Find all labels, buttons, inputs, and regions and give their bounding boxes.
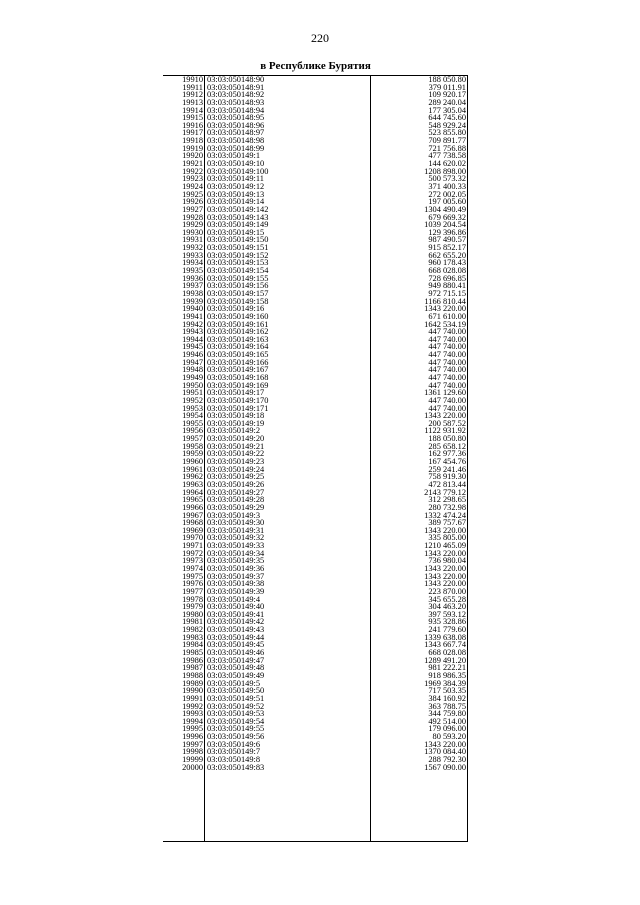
cadastral-number-cell: 03:03:050149:46 — [207, 648, 265, 658]
row-number-cell: 19940 — [182, 304, 203, 314]
cadastral-value-cell: 335 805.00 — [428, 533, 466, 543]
row-number-cell: 19958 — [182, 441, 203, 451]
row-number-cell: 19920 — [182, 151, 203, 161]
row-number-cell: 19943 — [182, 327, 203, 337]
cadastral-number-cell: 03:03:050149:168 — [207, 372, 269, 382]
row-number-cell: 19962 — [182, 472, 203, 482]
cadastral-value-cell: 1343 220.00 — [424, 304, 466, 314]
cadastral-value-cell: 1567 090.00 — [424, 762, 466, 772]
cadastral-value-cell: 1969 384.39 — [424, 678, 466, 688]
cadastral-number-cell: 03:03:050149:47 — [207, 655, 265, 665]
cadastral-number-cell: 03:03:050149:1 — [207, 151, 261, 161]
row-number-cell: 19966 — [182, 502, 203, 512]
row-number-cell: 19917 — [182, 128, 203, 138]
cadastral-value-cell: 1039 204.54 — [424, 220, 466, 230]
row-number-cell: 19944 — [182, 334, 203, 344]
cadastral-number-cell: 03:03:050148:94 — [207, 105, 265, 115]
cadastral-value-cell: 2143 779.12 — [424, 487, 466, 497]
cadastral-number-cell: 03:03:050148:99 — [207, 143, 265, 153]
row-number-cell: 19951 — [182, 388, 203, 398]
row-number-cell: 19935 — [182, 266, 203, 276]
row-number-cell: 19947 — [182, 357, 203, 367]
cadastral-value-cell: 1343 220.00 — [424, 525, 466, 535]
cadastral-number-cell: 03:03:050149:27 — [207, 487, 265, 497]
cadastral-value-cell: 960 178.43 — [428, 258, 466, 268]
cadastral-value-cell: 644 745.60 — [428, 113, 466, 123]
cadastral-value-cell: 447 740.00 — [428, 327, 466, 337]
cadastral-value-cell: 197 005.60 — [428, 197, 466, 207]
row-number-cell: 19981 — [182, 617, 203, 627]
cadastral-number-cell: 03:03:050149:49 — [207, 670, 265, 680]
row-number-cell: 20000 — [182, 762, 203, 772]
cadastral-value-cell: 918 986.35 — [428, 670, 466, 680]
table-rows — [163, 76, 468, 771]
row-number-cell: 19991 — [182, 693, 203, 703]
cadastral-value-cell: 447 740.00 — [428, 395, 466, 405]
cadastral-value-cell: 167 454.76 — [428, 457, 466, 467]
row-number-cell: 19968 — [182, 518, 203, 528]
row-number-cell: 19931 — [182, 235, 203, 245]
cadastral-number-cell: 03:03:050149:35 — [207, 556, 265, 566]
cadastral-value-cell: 384 160.92 — [428, 693, 466, 703]
row-number-cell: 19979 — [182, 602, 203, 612]
row-number-cell: 19977 — [182, 586, 203, 596]
cadastral-value-cell: 668 028.08 — [428, 266, 466, 276]
cadastral-number-cell: 03:03:050149:150 — [207, 235, 269, 245]
cadastral-value-cell: 447 740.00 — [428, 372, 466, 382]
row-number-cell: 19984 — [182, 640, 203, 650]
row-number-cell: 19949 — [182, 372, 203, 382]
row-number-cell: 19916 — [182, 120, 203, 130]
row-number-cell: 19995 — [182, 724, 203, 734]
cadastral-number-cell: 03:03:050149:21 — [207, 441, 265, 451]
cadastral-value-cell: 371 400.33 — [428, 181, 466, 191]
cadastral-number-cell: 03:03:050148:90 — [207, 75, 265, 84]
cadastral-value-cell: 477 738.58 — [428, 151, 466, 161]
row-number-cell: 19911 — [182, 82, 203, 92]
table-row — [163, 764, 468, 772]
cadastral-value-cell: 1122 931.92 — [424, 426, 466, 436]
cadastral-value-cell: 1210 465.09 — [424, 541, 466, 551]
cadastral-number-cell: 03:03:050149:54 — [207, 716, 265, 726]
row-number-cell: 19939 — [182, 296, 203, 306]
cadastral-value-cell: 259 241.46 — [428, 464, 466, 474]
cadastral-number-cell: 03:03:050149:11 — [207, 174, 264, 184]
cadastral-number-cell: 03:03:050149:155 — [207, 273, 269, 283]
cadastral-value-cell: 949 880.41 — [428, 281, 466, 291]
cadastral-number-cell: 03:03:050149:12 — [207, 181, 265, 191]
cadastral-value-cell: 972 715.15 — [428, 288, 466, 298]
cadastral-value-cell: 1343 220.00 — [424, 739, 466, 749]
cadastral-value-cell: 915 852.17 — [428, 243, 466, 253]
cadastral-value-cell: 736 980.04 — [428, 556, 466, 566]
cadastral-value-cell: 679 669.32 — [428, 212, 466, 222]
row-number-cell: 19918 — [182, 136, 203, 146]
cadastral-number-cell: 03:03:050149:30 — [207, 518, 265, 528]
cadastral-value-cell: 379 011.91 — [428, 82, 466, 92]
row-number-cell: 19982 — [182, 625, 203, 635]
cadastral-value-cell: 671 610.00 — [428, 311, 466, 321]
page-number: 220 — [311, 31, 329, 45]
row-number-cell: 19978 — [182, 594, 203, 604]
cadastral-number-cell: 03:03:050149:42 — [207, 617, 265, 627]
cadastral-value-cell: 363 788.75 — [428, 701, 466, 711]
cadastral-value-cell: 717 503.35 — [428, 686, 466, 696]
cadastral-number-cell: 03:03:050149:171 — [207, 403, 269, 413]
cadastral-value-cell: 1343 220.00 — [424, 548, 466, 558]
cadastral-value-cell: 389 757.67 — [428, 518, 466, 528]
cadastral-number-cell: 03:03:050149:20 — [207, 434, 265, 444]
row-number-cell: 19950 — [182, 380, 203, 390]
row-number-cell: 19983 — [182, 632, 203, 642]
row-number-cell: 19957 — [182, 434, 203, 444]
cadastral-value-cell: 162 977.36 — [428, 449, 466, 459]
row-number-cell: 19938 — [182, 288, 203, 298]
cadastral-value-cell: 721 756.88 — [428, 143, 466, 153]
cadastral-value-cell: 709 891.77 — [428, 136, 466, 146]
cadastral-number-cell: 03:03:050149:160 — [207, 311, 269, 321]
row-number-cell: 19990 — [182, 686, 203, 696]
row-number-cell: 19970 — [182, 533, 203, 543]
cadastral-number-cell: 03:03:050149:14 — [207, 197, 265, 207]
cadastral-number-cell: 03:03:050149:5 — [207, 678, 261, 688]
cadastral-number-cell: 03:03:050149:37 — [207, 571, 265, 581]
cadastral-value-cell: 280 732.98 — [428, 502, 466, 512]
row-number-cell: 19987 — [182, 663, 203, 673]
cadastral-number-cell: 03:03:050149:143 — [207, 212, 269, 222]
row-number-cell: 19952 — [182, 395, 203, 405]
row-number-cell: 19922 — [182, 166, 203, 176]
cadastral-value-cell: 200 587.52 — [428, 418, 466, 428]
row-number-cell: 19985 — [182, 648, 203, 658]
cadastral-value-cell: 472 813.44 — [428, 479, 466, 489]
row-number-cell: 19946 — [182, 350, 203, 360]
row-number-cell: 19959 — [182, 449, 203, 459]
cadastral-number-cell: 03:03:050148:97 — [207, 128, 265, 138]
cadastral-value-cell: 1343 667.74 — [424, 640, 466, 650]
cadastral-value-cell: 109 920.17 — [428, 90, 466, 100]
cadastral-number-cell: 03:03:050149:161 — [207, 319, 269, 329]
cadastral-value-cell: 492 514.00 — [428, 716, 466, 726]
cadastral-value-cell: 728 696.85 — [428, 273, 466, 283]
cadastral-number-cell: 03:03:050149:26 — [207, 479, 265, 489]
cadastral-value-cell: 288 792.30 — [428, 755, 466, 765]
row-number-cell: 19996 — [182, 732, 203, 742]
row-number-cell: 19941 — [182, 311, 203, 321]
row-number-cell: 19963 — [182, 479, 203, 489]
cadastral-value-cell: 1343 220.00 — [424, 411, 466, 421]
row-number-cell: 19932 — [182, 243, 203, 253]
cadastral-value-cell: 987 490.57 — [428, 235, 466, 245]
cadastral-number-cell: 03:03:050149:162 — [207, 327, 269, 337]
cadastral-number-cell: 03:03:050149:55 — [207, 724, 265, 734]
row-number-cell: 19955 — [182, 418, 203, 428]
cadastral-number-cell: 03:03:050149:8 — [207, 755, 261, 765]
cadastral-number-cell: 03:03:050149:34 — [207, 548, 265, 558]
row-number-cell: 19914 — [182, 105, 203, 115]
cadastral-number-cell: 03:03:050149:24 — [207, 464, 265, 474]
row-number-cell: 19971 — [182, 541, 203, 551]
cadastral-number-cell: 03:03:050148:96 — [207, 120, 265, 130]
cadastral-number-cell: 03:03:050149:156 — [207, 281, 269, 291]
row-number-cell: 19975 — [182, 571, 203, 581]
cadastral-value-cell: 223 870.00 — [428, 586, 466, 596]
row-number-cell: 19923 — [182, 174, 203, 184]
row-number-cell: 19925 — [182, 189, 203, 199]
cadastral-value-cell: 188 050.80 — [428, 434, 466, 444]
row-number-cell: 19992 — [182, 701, 203, 711]
cadastral-number-cell: 03:03:050149:165 — [207, 350, 269, 360]
row-number-cell: 19919 — [182, 143, 203, 153]
cadastral-value-cell: 1166 810.44 — [424, 296, 466, 306]
row-number-cell: 19960 — [182, 457, 203, 467]
cadastral-value-cell: 188 050.80 — [428, 75, 466, 84]
cadastral-number-cell: 03:03:050149:170 — [207, 395, 269, 405]
cadastral-value-cell: 447 740.00 — [428, 357, 466, 367]
row-number-cell: 19953 — [182, 403, 203, 413]
row-number-cell: 19936 — [182, 273, 203, 283]
row-number-cell: 19934 — [182, 258, 203, 268]
cadastral-value-cell: 1289 491.20 — [424, 655, 466, 665]
cadastral-value-cell: 1370 084.40 — [424, 747, 466, 757]
cadastral-number-cell: 03:03:050149:2 — [207, 426, 261, 436]
cadastral-number-cell: 03:03:050149:13 — [207, 189, 265, 199]
cadastral-value-cell: 129 396.86 — [428, 227, 466, 237]
cadastral-number-cell: 03:03:050149:50 — [207, 686, 265, 696]
cadastral-number-cell: 03:03:050149:51 — [207, 693, 265, 703]
row-number-cell: 19956 — [182, 426, 203, 436]
row-number-cell: 19945 — [182, 342, 203, 352]
cadastral-value-cell: 179 096.00 — [428, 724, 466, 734]
cadastral-value-cell: 144 620.02 — [428, 159, 466, 169]
cadastral-number-cell: 03:03:050149:52 — [207, 701, 265, 711]
cadastral-number-cell: 03:03:050149:45 — [207, 640, 265, 650]
row-number-cell: 19986 — [182, 655, 203, 665]
cadastral-number-cell: 03:03:050149:18 — [207, 411, 265, 421]
cadastral-number-cell: 03:03:050149:7 — [207, 747, 261, 757]
cadastral-value-cell: 981 222.21 — [428, 663, 466, 673]
cadastral-value-cell: 1339 638.08 — [424, 632, 466, 642]
cadastral-number-cell: 03:03:050149:83 — [207, 762, 265, 772]
row-number-cell: 19913 — [182, 97, 203, 107]
cadastral-number-cell: 03:03:050149:169 — [207, 380, 269, 390]
row-number-cell: 19999 — [182, 755, 203, 765]
cadastral-number-cell: 03:03:050149:6 — [207, 739, 261, 749]
row-number-cell: 19926 — [182, 197, 203, 207]
row-number-cell: 19948 — [182, 365, 203, 375]
cadastral-number-cell: 03:03:050149:23 — [207, 457, 265, 467]
cadastral-value-cell: 177 305.04 — [428, 105, 466, 115]
cadastral-value-cell: 447 740.00 — [428, 403, 466, 413]
cadastral-number-cell: 03:03:050149:151 — [207, 243, 269, 253]
row-number-cell: 19961 — [182, 464, 203, 474]
row-number-cell: 19988 — [182, 670, 203, 680]
cadastral-number-cell: 03:03:050148:95 — [207, 113, 265, 123]
cadastral-number-cell: 03:03:050149:43 — [207, 625, 265, 635]
cadastral-value-cell: 935 328.86 — [428, 617, 466, 627]
row-number-cell: 19998 — [182, 747, 203, 757]
row-number-cell: 19965 — [182, 495, 203, 505]
row-number-cell: 19967 — [182, 510, 203, 520]
cadastral-number-cell: 03:03:050149:33 — [207, 541, 265, 551]
cadastral-number-cell: 03:03:050149:10 — [207, 159, 265, 169]
cadastral-value-cell: 289 240.04 — [428, 97, 466, 107]
cadastral-value-cell: 1361 129.60 — [424, 388, 466, 398]
cadastral-value-cell: 1343 220.00 — [424, 564, 466, 573]
row-number-cell: 19974 — [182, 564, 203, 573]
cadastral-number-cell: 03:03:050148:92 — [207, 90, 265, 100]
cadastral-value-cell: 345 655.28 — [428, 594, 466, 604]
cadastral-number-cell: 03:03:050149:41 — [207, 609, 265, 619]
cadastral-number-cell: 03:03:050149:39 — [207, 586, 265, 596]
cadastral-number-cell: 03:03:050149:149 — [207, 220, 269, 230]
cadastral-number-cell: 03:03:050149:152 — [207, 250, 269, 260]
cadastral-number-cell: 03:03:050149:31 — [207, 525, 265, 535]
row-number-cell: 19927 — [182, 204, 203, 214]
cadastral-number-cell: 03:03:050149:100 — [207, 166, 269, 176]
row-number-cell: 19976 — [182, 579, 203, 589]
cadastral-value-cell: 241 779.60 — [428, 625, 466, 635]
cadastral-number-cell: 03:03:050149:167 — [207, 365, 269, 375]
cadastral-number-cell: 03:03:050148:98 — [207, 136, 265, 146]
row-number-cell: 19942 — [182, 319, 203, 329]
cadastral-number-cell: 03:03:050149:53 — [207, 709, 265, 719]
region-title: в Республике Бурятия — [260, 60, 371, 72]
cadastral-value-table — [163, 75, 468, 842]
cadastral-value-cell: 447 740.00 — [428, 334, 466, 344]
cadastral-value-cell: 662 655.20 — [428, 250, 466, 260]
row-number-cell: 19912 — [182, 90, 203, 100]
cadastral-value-cell: 447 740.00 — [428, 342, 466, 352]
row-number-cell: 19994 — [182, 716, 203, 726]
row-number-cell: 19937 — [182, 281, 203, 291]
cadastral-number-cell: 03:03:050149:22 — [207, 449, 265, 459]
cadastral-value-cell: 1208 898.00 — [424, 166, 466, 176]
cadastral-number-cell: 03:03:050149:142 — [207, 204, 269, 214]
cadastral-number-cell: 03:03:050149:44 — [207, 632, 265, 642]
cadastral-number-cell: 03:03:050149:36 — [207, 564, 265, 573]
row-number-cell: 19910 — [182, 75, 203, 84]
row-number-cell: 19972 — [182, 548, 203, 558]
cadastral-value-cell: 1343 220.00 — [424, 579, 466, 589]
cadastral-number-cell: 03:03:050149:15 — [207, 227, 265, 237]
cadastral-number-cell: 03:03:050149:4 — [207, 594, 261, 604]
cadastral-number-cell: 03:03:050149:19 — [207, 418, 265, 428]
row-number-cell: 19928 — [182, 212, 203, 222]
cadastral-number-cell: 03:03:050149:25 — [207, 472, 265, 482]
cadastral-value-cell: 1343 220.00 — [424, 571, 466, 581]
row-number-cell: 19921 — [182, 159, 203, 169]
cadastral-value-cell: 272 002.05 — [428, 189, 466, 199]
row-number-cell: 19969 — [182, 525, 203, 535]
cadastral-number-cell: 03:03:050149:32 — [207, 533, 265, 543]
row-number-cell: 19929 — [182, 220, 203, 230]
cadastral-number-cell: 03:03:050149:3 — [207, 510, 261, 520]
cadastral-value-cell: 668 028.08 — [428, 648, 466, 658]
cadastral-number-cell: 03:03:050149:163 — [207, 334, 269, 344]
row-number-cell: 19980 — [182, 609, 203, 619]
row-number-cell: 19933 — [182, 250, 203, 260]
cadastral-value-cell: 758 919.30 — [428, 472, 466, 482]
row-number-cell: 19924 — [182, 181, 203, 191]
cadastral-value-cell: 285 658.12 — [428, 441, 466, 451]
cadastral-number-cell: 03:03:050149:56 — [207, 732, 265, 742]
cadastral-number-cell: 03:03:050149:38 — [207, 579, 265, 589]
cadastral-number-cell: 03:03:050149:29 — [207, 502, 265, 512]
cadastral-value-cell: 397 593.12 — [428, 609, 466, 619]
cadastral-value-cell: 344 759.80 — [428, 709, 466, 719]
row-number-cell: 19973 — [182, 556, 203, 566]
cadastral-value-cell: 312 298.65 — [428, 495, 466, 505]
cadastral-number-cell: 03:03:050149:153 — [207, 258, 269, 268]
cadastral-value-cell: 1642 534.19 — [424, 319, 466, 329]
cadastral-number-cell: 03:03:050149:158 — [207, 296, 269, 306]
row-number-cell: 19915 — [182, 113, 203, 123]
cadastral-value-cell: 1332 474.24 — [424, 510, 466, 520]
cadastral-number-cell: 03:03:050148:91 — [207, 82, 265, 92]
cadastral-value-cell: 523 855.80 — [428, 128, 466, 138]
cadastral-value-cell: 500 573.32 — [428, 174, 466, 184]
row-number-cell: 19964 — [182, 487, 203, 497]
cadastral-value-cell: 548 929.24 — [428, 120, 466, 130]
cadastral-value-cell: 447 740.00 — [428, 365, 466, 375]
cadastral-value-cell: 447 740.00 — [428, 380, 466, 390]
cadastral-number-cell: 03:03:050149:166 — [207, 357, 269, 367]
cadastral-number-cell: 03:03:050149:48 — [207, 663, 265, 673]
cadastral-number-cell: 03:03:050149:154 — [207, 266, 269, 276]
row-number-cell: 19989 — [182, 678, 203, 688]
cadastral-number-cell: 03:03:050149:164 — [207, 342, 269, 352]
cadastral-number-cell: 03:03:050149:157 — [207, 288, 269, 298]
cadastral-number-cell: 03:03:050148:93 — [207, 97, 265, 107]
cadastral-number-cell: 03:03:050149:17 — [207, 388, 265, 398]
cadastral-value-cell: 1304 490.49 — [424, 204, 466, 214]
cadastral-number-cell: 03:03:050149:40 — [207, 602, 265, 612]
row-number-cell: 19997 — [182, 739, 203, 749]
cadastral-value-cell: 304 463.20 — [428, 602, 466, 612]
cadastral-value-cell: 80 593.20 — [432, 732, 466, 742]
row-number-cell: 19993 — [182, 709, 203, 719]
row-number-cell: 19930 — [182, 227, 203, 237]
row-number-cell: 19954 — [182, 411, 203, 421]
cadastral-number-cell: 03:03:050149:16 — [207, 304, 265, 314]
cadastral-number-cell: 03:03:050149:28 — [207, 495, 265, 505]
cadastral-value-cell: 447 740.00 — [428, 350, 466, 360]
